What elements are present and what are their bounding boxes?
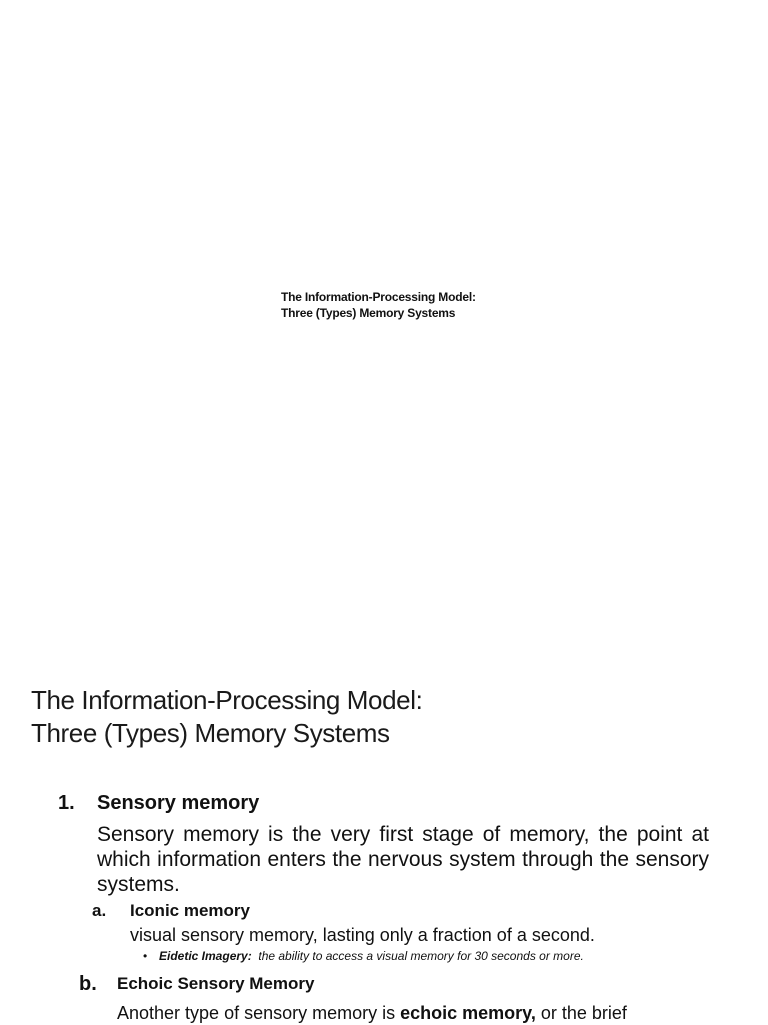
- sub-b-body-prefix: Another type of sensory memory is: [117, 1003, 401, 1023]
- slide-1-title-line-2: Three (Types) Memory Systems: [281, 306, 456, 320]
- slide-2-title-line-1: The Information-Processing Model:: [31, 685, 423, 715]
- bullet-term: Eidetic Imagery:: [159, 949, 252, 963]
- slide-1-title-line-1: The Information-Processing Model:: [281, 290, 476, 304]
- sub-a-body: visual sensory memory, lasting only a fraction of a second.: [130, 925, 595, 945]
- item-1-body: Sensory memory is the very first stage of memory, the point at which information enters the nervous system through the sensory systems.: [97, 823, 709, 896]
- sub-b-body-bold: echoic memory,: [400, 1003, 536, 1023]
- bullet-text: the ability to access a visual memory for 30 seconds or more.: [251, 949, 584, 963]
- sub-b-body-suffix: or the brief: [535, 1003, 627, 1023]
- sub-a-heading: Iconic memory: [130, 901, 250, 920]
- bullet-dot: •: [143, 949, 148, 963]
- sub-a-letter: a.: [92, 901, 107, 920]
- slide-1-title: [281, 289, 476, 321]
- item-1-number: 1.: [58, 792, 75, 814]
- sub-b-letter: b.: [79, 973, 97, 995]
- slide-2-title: [31, 684, 422, 750]
- eidetic-bullet: [143, 948, 584, 964]
- sub-b-body: [117, 1001, 627, 1025]
- item-1-heading: Sensory memory: [97, 792, 260, 814]
- slide-2-title-line-2: Three (Types) Memory Systems: [31, 718, 390, 748]
- sub-b-heading: Echoic Sensory Memory: [117, 974, 315, 993]
